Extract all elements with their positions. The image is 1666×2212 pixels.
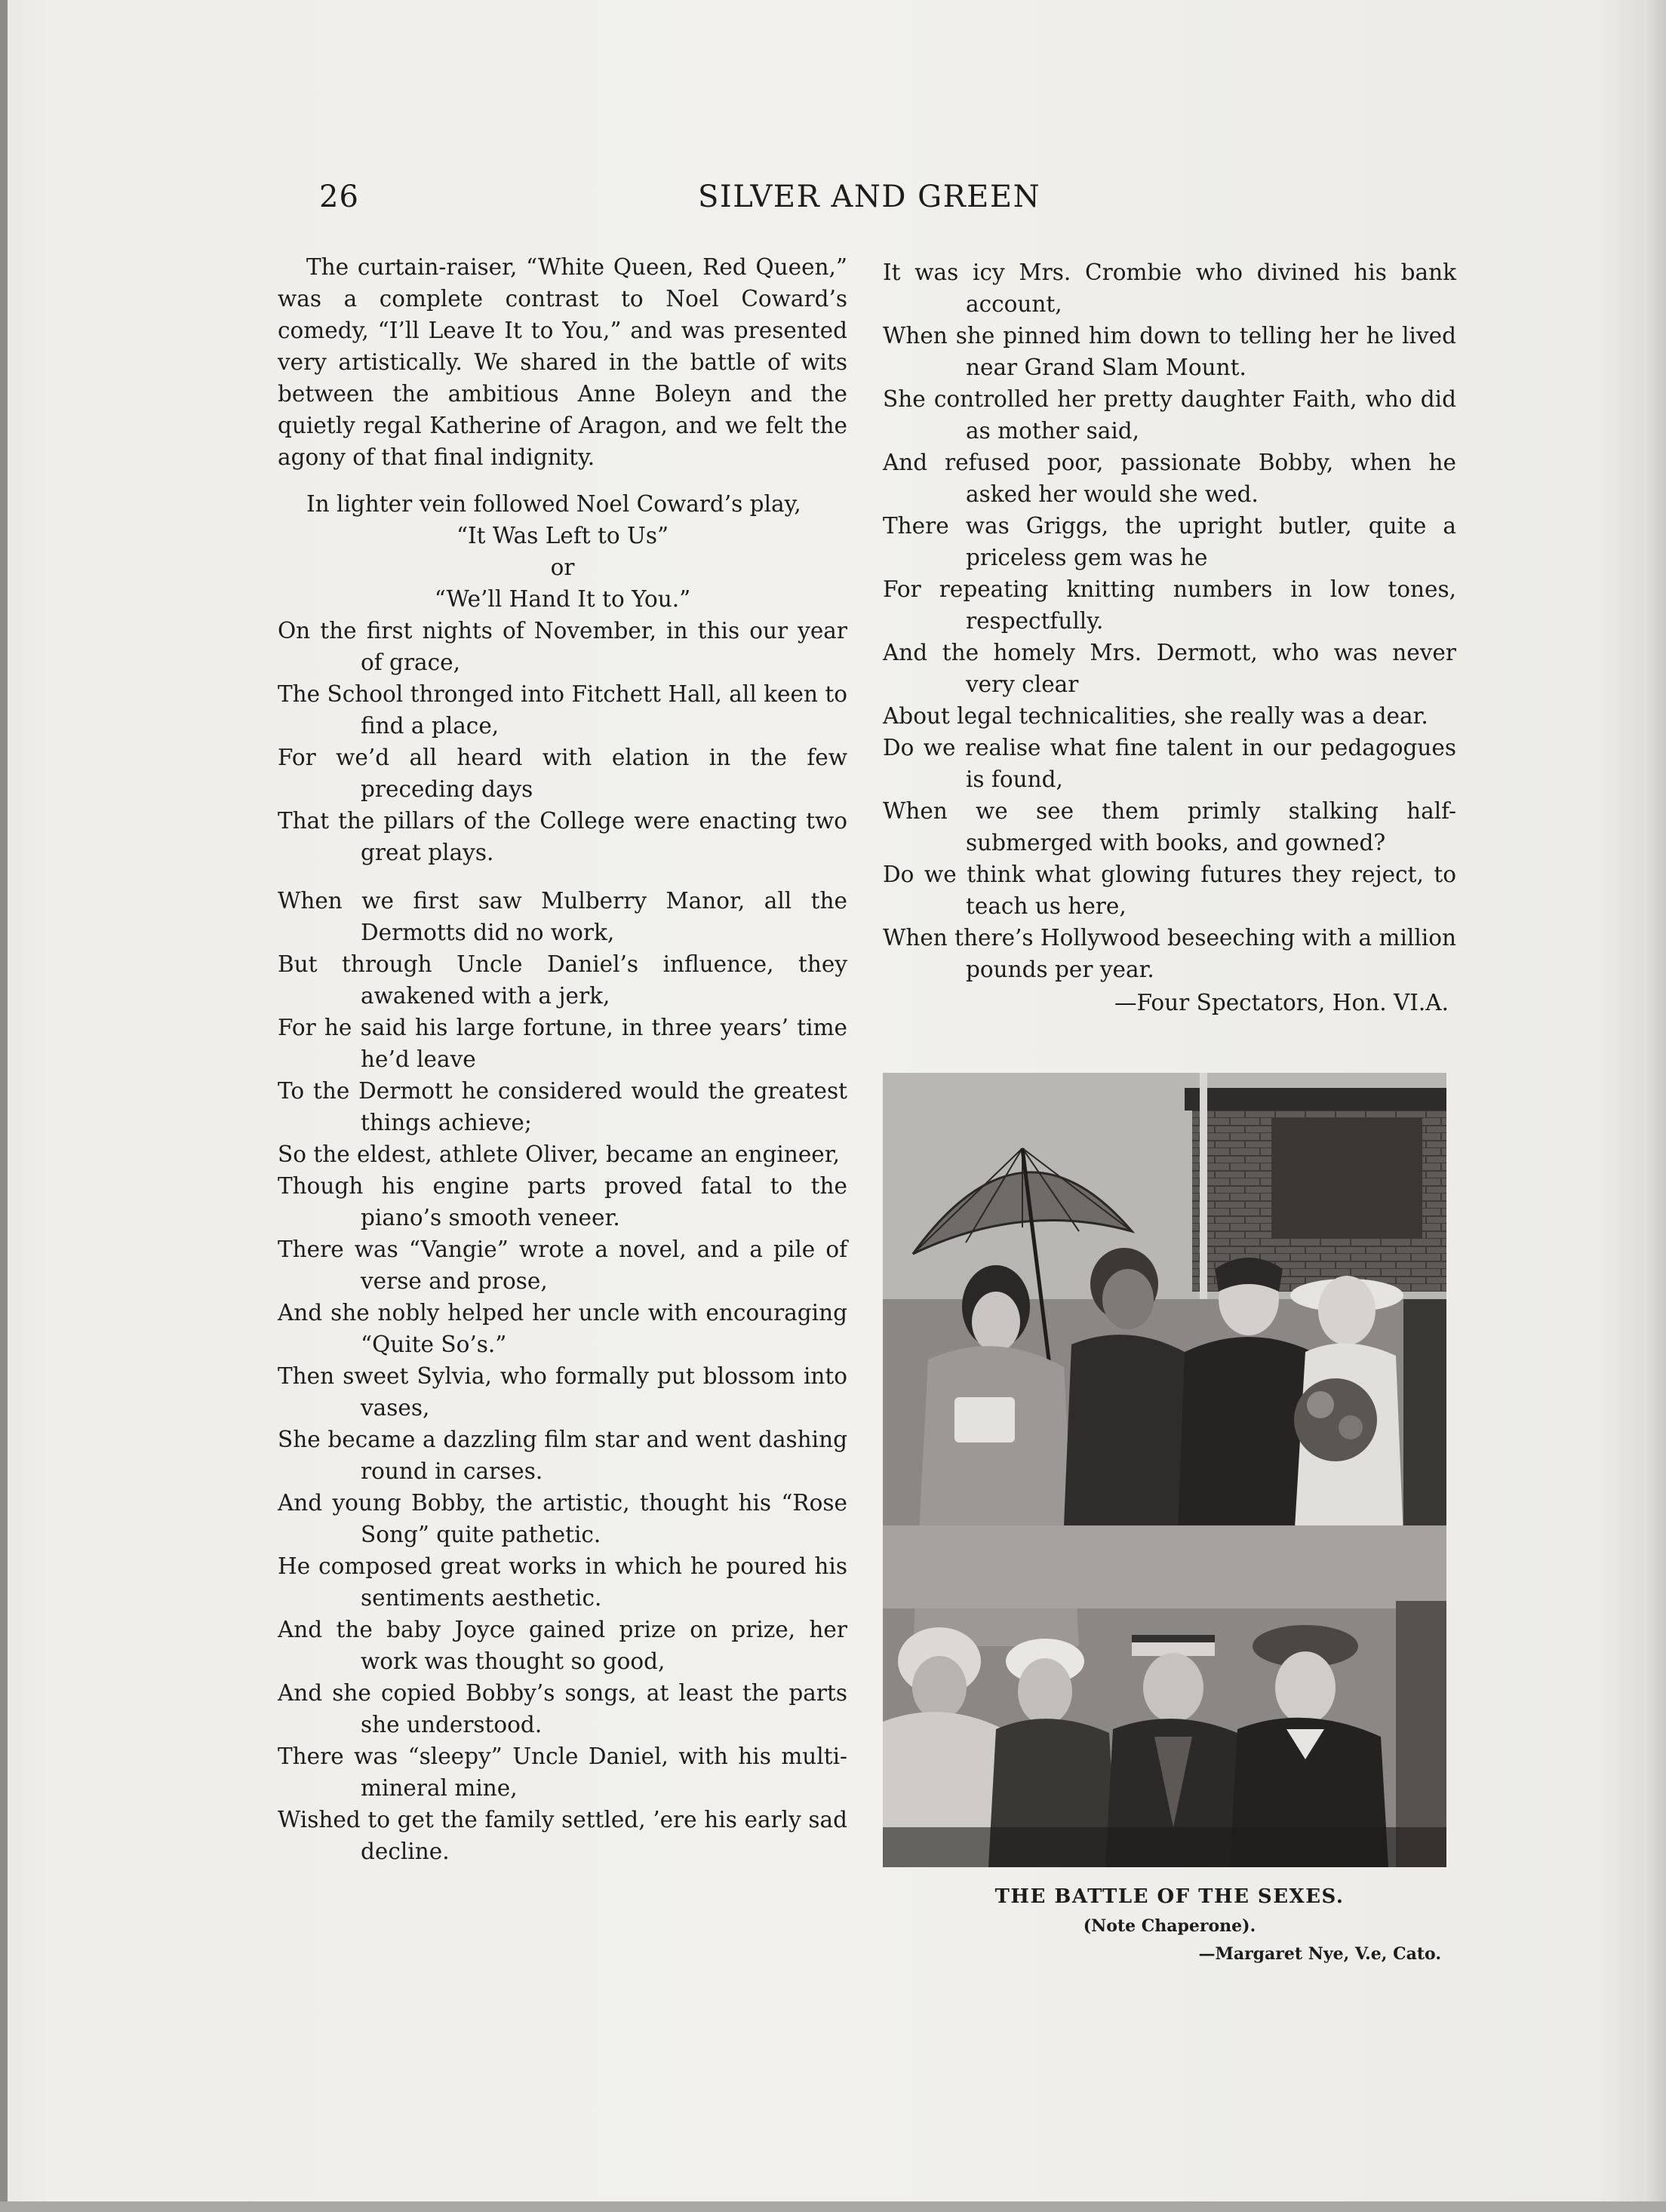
verse-line: She controlled her pretty daughter Faith, who did as mother said,	[883, 386, 1456, 444]
poem-title-or: or	[550, 555, 575, 580]
right-column	[883, 257, 1456, 1018]
verse-line: She became a dazzling film star and went dashing round in carses.	[278, 1427, 847, 1484]
verse-line: About legal technicalities, she really was a dear.	[883, 703, 1428, 729]
photograph	[883, 1073, 1446, 1867]
poem-stanza-3	[883, 257, 1456, 985]
running-title: SILVER AND GREEN	[698, 180, 1041, 214]
poem-subtitle: “We’ll Hand It to You.”	[434, 586, 691, 612]
scan-edge-bottom	[0, 2201, 1666, 2212]
scan-edge-left	[0, 0, 8, 2212]
verse-line: To the Dermott he considered would the greatest things achieve;	[278, 1078, 847, 1135]
verse-line: For repeating knitting numbers in low tones, respectfully.	[883, 576, 1456, 634]
photo-caption-title: THE BATTLE OF THE SEXES.	[994, 1885, 1345, 1908]
page-number: 26	[319, 180, 359, 214]
verse-line: That the pillars of the College were enacting two great plays.	[278, 808, 847, 865]
verse-line: When there’s Hollywood beseeching with a million pounds per year.	[883, 925, 1456, 982]
scan-edge-right	[1643, 0, 1666, 2212]
verse-line: Then sweet Sylvia, who formally put blossom into vases,	[278, 1363, 847, 1421]
verse-line: The School thronged into Fitchett Hall, all keen to find a place,	[278, 681, 847, 739]
verse-line: When we first saw Mulberry Manor, all the Dermotts did no work,	[278, 888, 847, 945]
poem-stanza-1	[278, 615, 847, 868]
verse-line: There was “Vangie” wrote a novel, and a pile of verse and prose,	[278, 1237, 847, 1294]
verse-line: And refused poor, passionate Bobby, when he asked her would she wed.	[883, 450, 1456, 507]
intro-paragraph: The curtain-raiser, “White Queen, Red Queen,” was a complete contrast to Noel Coward’s comedy, “I’ll Leave It to You,” and was presented very artistically. We shared in the battle of wits between the ambitious Anne Boleyn and the quietly regal Katherine of Aragon, and we felt the agony of that final indignity.	[278, 254, 847, 470]
poem-title: “It Was Left to Us”	[456, 523, 669, 548]
verse-line: There was “sleepy” Uncle Daniel, with his multi-mineral mine,	[278, 1743, 847, 1801]
lighter-vein-paragraph: In lighter vein followed Noel Coward’s play,	[306, 491, 801, 517]
photo-caption-subtitle: (Note Chaperone).	[1083, 1916, 1256, 1936]
photograph-illustration	[883, 1073, 1446, 1867]
verse-line: On the first nights of November, in this our year of grace,	[278, 618, 847, 675]
verse-line: Wished to get the family settled, ’ere his early sad decline.	[278, 1807, 847, 1864]
verse-line: He composed great works in which he poured his sentiments aesthetic.	[278, 1553, 847, 1611]
verse-line: Though his engine parts proved fatal to the piano’s smooth veneer.	[278, 1173, 847, 1230]
poem-signature: —Four Spectators, Hon. VI.A.	[1114, 990, 1449, 1015]
verse-line: But through Uncle Daniel’s influence, they awakened with a jerk,	[278, 951, 847, 1009]
verse-line: Do we think what glowing futures they reject, to teach us here,	[883, 862, 1456, 919]
left-column	[278, 251, 847, 1867]
verse-line: And she copied Bobby’s songs, at least the parts she understood.	[278, 1680, 847, 1737]
poem-stanza-2	[278, 885, 847, 1867]
verse-line: And the homely Mrs. Dermott, who was never very clear	[883, 640, 1456, 697]
verse-line: It was icy Mrs. Crombie who divined his bank account,	[883, 260, 1456, 317]
verse-line: So the eldest, athlete Oliver, became an engineer,	[278, 1141, 840, 1167]
verse-line: And she nobly helped her uncle with encouraging “Quite So’s.”	[278, 1300, 847, 1357]
photo-credit: —Margaret Nye, V.e, Cato.	[1198, 1944, 1441, 1964]
verse-line: When she pinned him down to telling her he lived near Grand Slam Mount.	[883, 323, 1456, 380]
verse-line: There was Griggs, the upright butler, quite a priceless gem was he	[883, 513, 1456, 570]
verse-line: When we see them primly stalking half-submerged with books, and gowned?	[883, 798, 1456, 856]
verse-line: For he said his large fortune, in three years’ time he’d leave	[278, 1015, 847, 1072]
verse-line: For we’d all heard with elation in the few preceding days	[278, 745, 847, 802]
verse-line: And young Bobby, the artistic, thought his “Rose Song” quite pathetic.	[278, 1490, 847, 1547]
verse-line: And the baby Joyce gained prize on prize, her work was thought so good,	[278, 1617, 847, 1674]
verse-line: Do we realise what fine talent in our pedagogues is found,	[883, 735, 1456, 792]
